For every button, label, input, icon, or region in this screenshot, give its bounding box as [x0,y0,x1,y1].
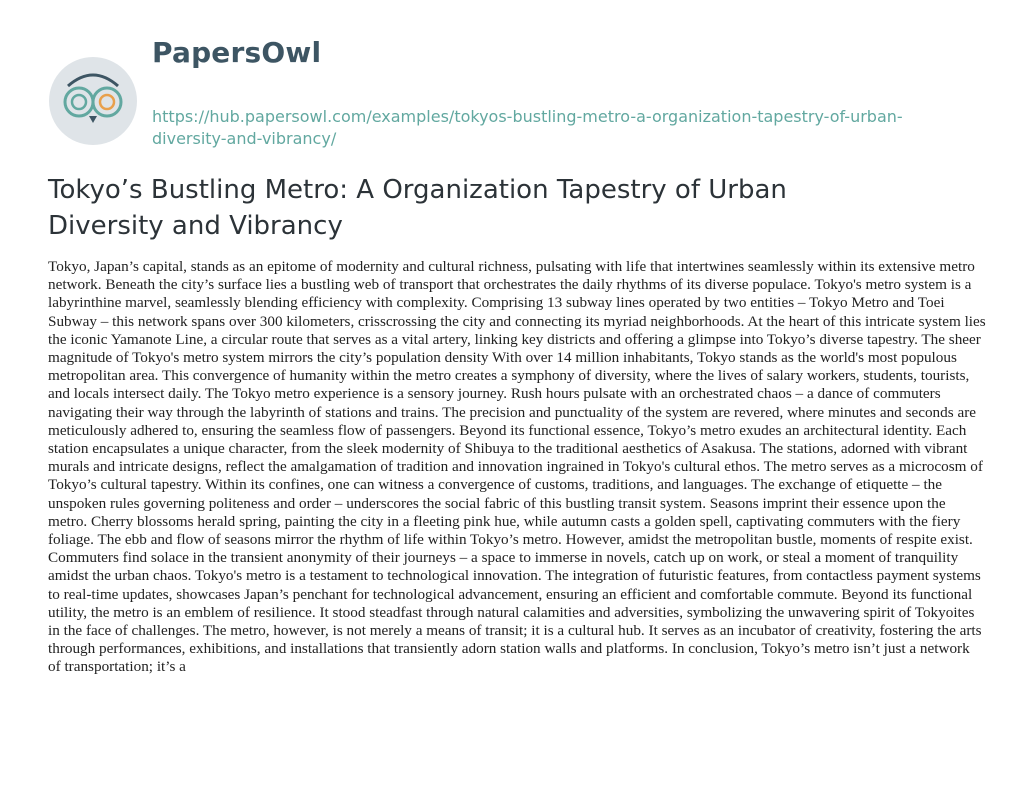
owl-logo-icon [48,56,138,146]
document-title: Tokyo’s Bustling Metro: A Organization Tapestry of Urban Diversity and Vibrancy [48,175,787,241]
source-url-link[interactable]: https://hub.papersowl.com/examples/tokyos-bustling-metro-a-organization-tapestry-of-urban-diversity-and-vibrancy/ [152,107,903,148]
site-header [48,36,988,156]
document-body: Tokyo, Japan’s capital, stands as an epitome of modernity and cultural richness, pulsating with life that intertwines seamlessly within its extensive metro network. Beneath the city’s surface lies a bustling web of transport that orchestrates the daily rhythms of its diverse populace. Tokyo's metro system is a labyrinthine marvel, seamlessly blending efficiency with complexity. Comprising 13 subway lines operated by two entities – Tokyo Metro and Toei Subway – this network spans over 300 kilometers, crisscrossing the city and connecting its myriad neighborhoods. At the heart of this intricate system lies the iconic Yamanote Line, a circular route that serves as a vital artery, linking key districts and offering a glimpse into Tokyo’s diverse tapestry. The sheer magnitude of Tokyo's metro system mirrors the city’s population density With over 14 million inhabitants, Tokyo stands as the world's most populous metropolitan area. This convergence of humanity within the metro creates a symphony of diversity, where the lives of salary workers, students, tourists, and locals intersect daily. The Tokyo metro experience is a sensory journey. Rush hours pulsate with an orchestrated chaos – a dance of commuters navigating their way through the labyrinth of stations and trains. The precision and punctuality of the system are revered, where minutes and seconds are meticulously adhered to, ensuring the seamless flow of passengers. Beyond its functional essence, Tokyo’s metro exudes an architectural identity. Each station encapsulates a unique character, from the sleek modernity of Shibuya to the traditional aesthetics of Asakusa. The stations, adorned with vibrant murals and intricate designs, reflect the amalgamation of tradition and innovation ingrained in Tokyo's cultural ethos. The metro serves as a microcosm of Tokyo’s cultural tapestry. Within its confines, one can witness a convergence of customs, traditions, and languages. The exchange of etiquette – the unspoken rules governing politeness and order – underscores the social fabric of this bustling transit system. Seasons imprint their essence upon the metro. Cherry blossoms herald spring, painting the city in a fleeting pink hue, while autumn casts a golden spell, captivating commuters with the fiery foliage. The ebb and flow of seasons mirror the rhythm of life within Tokyo’s metro. However, amidst the metropolitan bustle, moments of respite exist. Commuters find solace in the transient anonymity of their journeys – a space to immerse in novels, catch up on work, or steal a moment of tranquility amidst the urban chaos. Tokyo's metro is a testament to technological innovation. The integration of futuristic features, from contactless payment systems to real-time updates, showcases Japan’s penchant for technological advancement, ensuring an efficient and comfortable commute. Beyond its functional utility, the metro is an emblem of resilience. It stood steadfast through natural calamities and adversities, symbolizing the unwavering spirit of Tokyoites in the face of challenges. The metro, however, is not merely a means of transit; it is a cultural hub. It serves as an incubator of creativity, fostering the arts through performances, exhibitions, and installations that transiently adorn station walls and platforms. In conclusion, Tokyo’s metro isn’t just a network of transportation; it’s a [48,258,986,676]
brand-name: PapersOwl [152,36,322,69]
